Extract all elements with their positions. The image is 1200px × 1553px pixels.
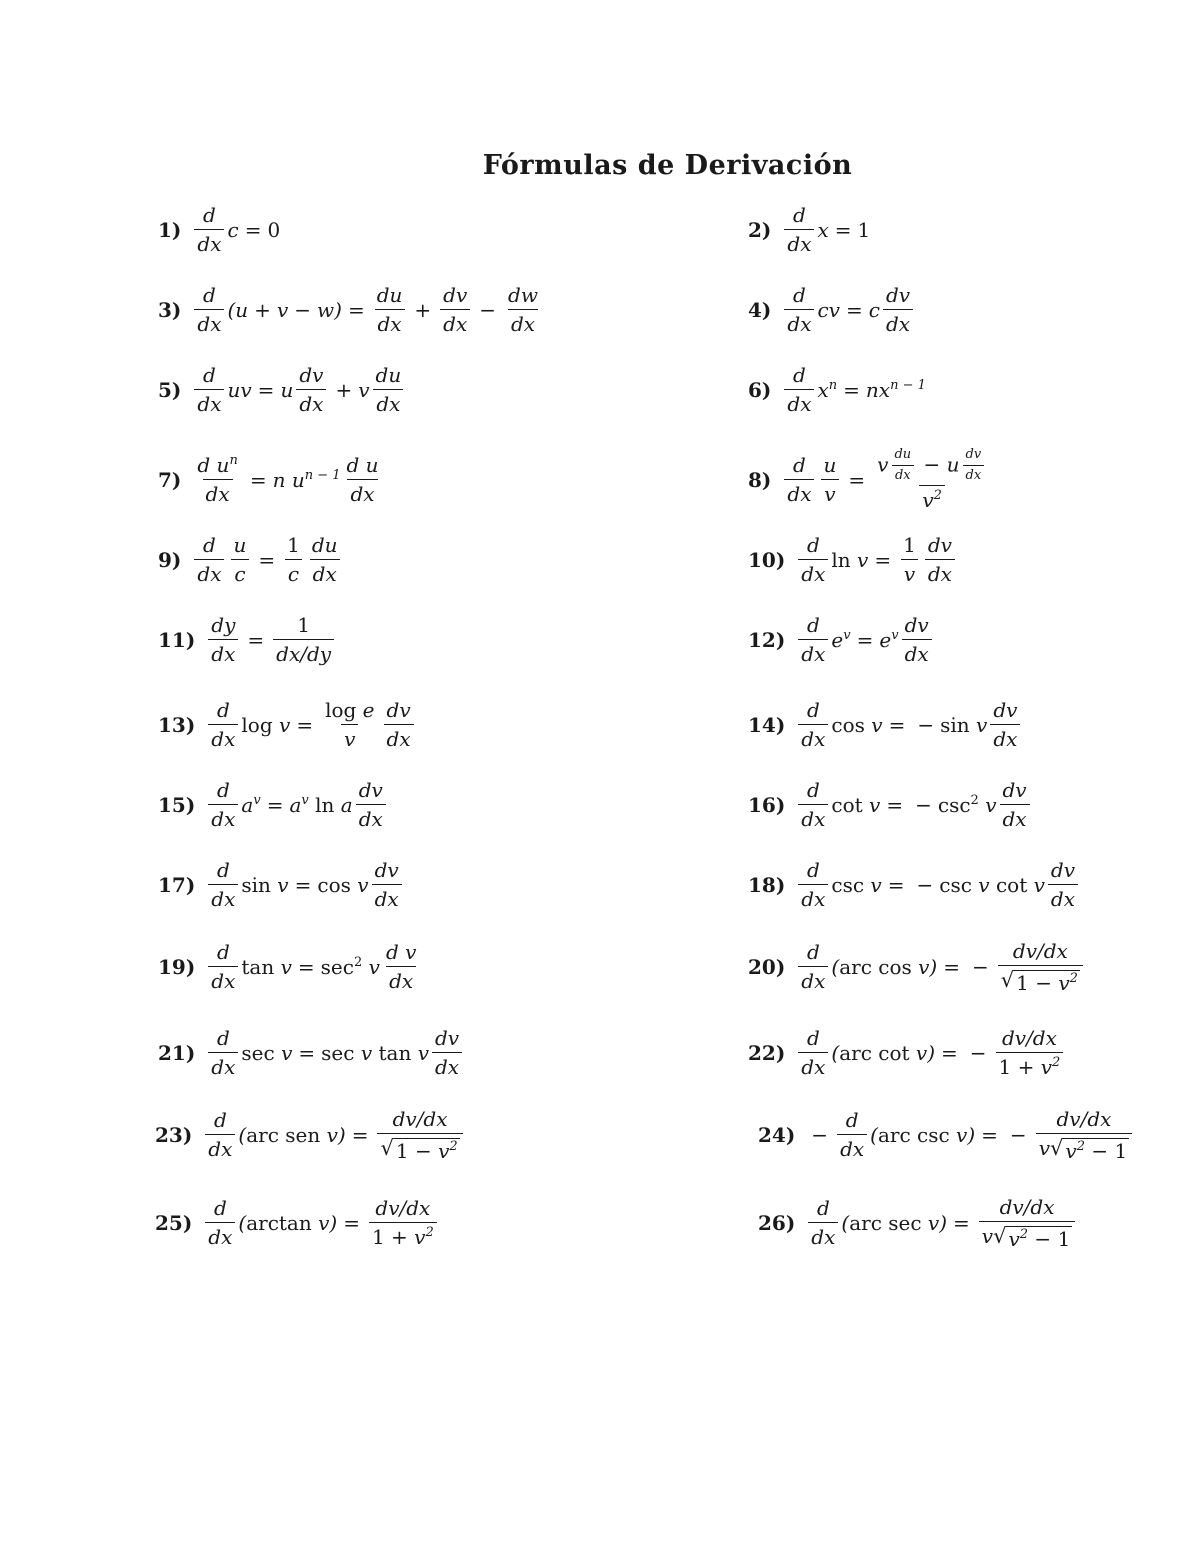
formula-number: 14) bbox=[748, 713, 786, 737]
formula-14: 14) $\frac{d}{dx}$ cos v = − sin v $\frac{dv}{dx}$ bbox=[748, 690, 1023, 760]
formula-20: 20) $\frac{d}{dx}$ ( arc cos v) = − dv/dx √ $1 - v^2$ bbox=[748, 932, 1086, 1002]
formula-number: 18) bbox=[748, 873, 786, 897]
formula-17: 17) $\frac{d}{dx}$ sin v = cos v $\frac{dv}{dx}$ bbox=[158, 850, 405, 920]
formula-18: 18) $\frac{d}{dx}$ csc v = − csc v cot v $\frac{dv}{dx}$ bbox=[748, 850, 1081, 920]
formula-number: 19) bbox=[158, 955, 196, 979]
formula-number: 1) bbox=[158, 218, 182, 242]
formula-number: 23) bbox=[155, 1123, 193, 1147]
formula-9: 9) $\frac{d}{dx}$ $\frac{u}{c}$ = $\frac{1}{c}$ $\frac{du}{dx}$ bbox=[158, 525, 344, 595]
formula-number: 15) bbox=[158, 793, 196, 817]
formula-21: 21) $\frac{d}{dx}$ sec v = sec v tan v $\frac{dv}{dx}$ bbox=[158, 1018, 465, 1088]
formula-12: 12) $\frac{d}{dx}$ $e^v$ = $e^v$ $\frac{dv}{dx}$ bbox=[748, 605, 935, 675]
formula-10: 10) $\frac{d}{dx}$ ln v = $\frac{1}{v}$ $\frac{dv}{dx}$ bbox=[748, 525, 958, 595]
formula-11: 11) $\frac{dy}{dx}$ = $\frac{1}{dx/dy}$ bbox=[158, 605, 337, 675]
formula-number: 12) bbox=[748, 628, 786, 652]
formula-6: 6) $\frac{d}{dx}$ $x^n$ = $nx^{n - 1}$ bbox=[748, 363, 926, 416]
formula-7: 7) $\frac{d u^n}{dx}$ = n $u^{n - 1}$ $\frac{\text{d u}}{dx}$ bbox=[158, 453, 379, 506]
formula-number: 13) bbox=[158, 713, 196, 737]
formula-number: 21) bbox=[158, 1041, 196, 1065]
formula-number: 6) bbox=[748, 378, 772, 402]
formula-24: 24) − $\frac{d}{dx}$ ( arc csc v) = − dv/dx v √ $v^2 - 1$ bbox=[758, 1100, 1135, 1170]
formula-8: 8) $\frac{d}{dx}$ $\frac{u}{v}$ = v $\frac{du}{dx}$ − u $\frac{dv}{dx}$ $v^2$ bbox=[748, 445, 993, 515]
formula-15: 15) $\frac{d}{dx}$ $a^v$ = $a^v$ ln a $\frac{dv}{dx}$ bbox=[158, 770, 389, 840]
formula-number: 20) bbox=[748, 955, 786, 979]
formula-26: 26) $\frac{d}{dx}$ ( arc sec v) = dv/dx v √ $v^2 - 1$ bbox=[758, 1188, 1078, 1258]
formula-5: 5) $\frac{d}{dx}$ uv = u $\frac{dv}{dx}$ + v $\frac{du}{dx}$ bbox=[158, 355, 407, 425]
formula-number: 26) bbox=[758, 1211, 796, 1235]
formula-number: 11) bbox=[158, 628, 196, 652]
formula-16: 16) $\frac{d}{dx}$ cot v = − $\csc^2$ v $\frac{dv}{dx}$ bbox=[748, 770, 1033, 840]
formula-25: 25) $\frac{d}{dx}$ ( arctan v) = $\frac{dv/dx}{1 + v^2}$ bbox=[155, 1188, 440, 1258]
formula-3: 3) $\frac{d}{dx}$ (u + v − w) = $\frac{du}{dx}$ + $\frac{dv}{dx}$ − $\frac{dw}{dx}$ bbox=[158, 283, 538, 336]
formula-1: 1) $\frac{d}{dx}$ c = 0 bbox=[158, 203, 281, 256]
formula-number: 8) bbox=[748, 468, 772, 492]
formula-number: 9) bbox=[158, 548, 182, 572]
formula-number: 17) bbox=[158, 873, 196, 897]
formula-22: 22) $\frac{d}{dx}$ ( arc cot v) = − $\frac{dv/dx}{1 + v^2}$ bbox=[748, 1018, 1066, 1088]
formula-23: 23) $\frac{d}{dx}$ ( arc sen v) = dv/dx √ $1 - v^2$ bbox=[155, 1100, 466, 1170]
page-title: Fórmulas de Derivación bbox=[482, 150, 853, 181]
formula-19: 19) $\frac{d}{dx}$ tan v = $\sec^2$ v $\frac{\text{d v}}{dx}$ bbox=[158, 940, 417, 993]
formula-number: 7) bbox=[158, 468, 182, 492]
formula-13: 13) $\frac{d}{dx}$ log v = $\frac{\text{log e}}{v}$ $\frac{dv}{dx}$ bbox=[158, 690, 417, 760]
formula-number: 4) bbox=[748, 298, 772, 322]
formula-number: 22) bbox=[748, 1041, 786, 1065]
formula-number: 3) bbox=[158, 298, 182, 322]
formula-4: 4) $\frac{d}{dx}$ cv = c $\frac{dv}{dx}$ bbox=[748, 275, 916, 345]
formula-number: 16) bbox=[748, 793, 786, 817]
formula-2: 2) $\frac{d}{dx}$ x = 1 bbox=[748, 203, 871, 256]
formula-number: 2) bbox=[748, 218, 772, 242]
formula-number: 10) bbox=[748, 548, 786, 572]
formula-number: 25) bbox=[155, 1211, 193, 1235]
formula-number: 24) bbox=[758, 1123, 796, 1147]
formula-number: 5) bbox=[158, 378, 182, 402]
